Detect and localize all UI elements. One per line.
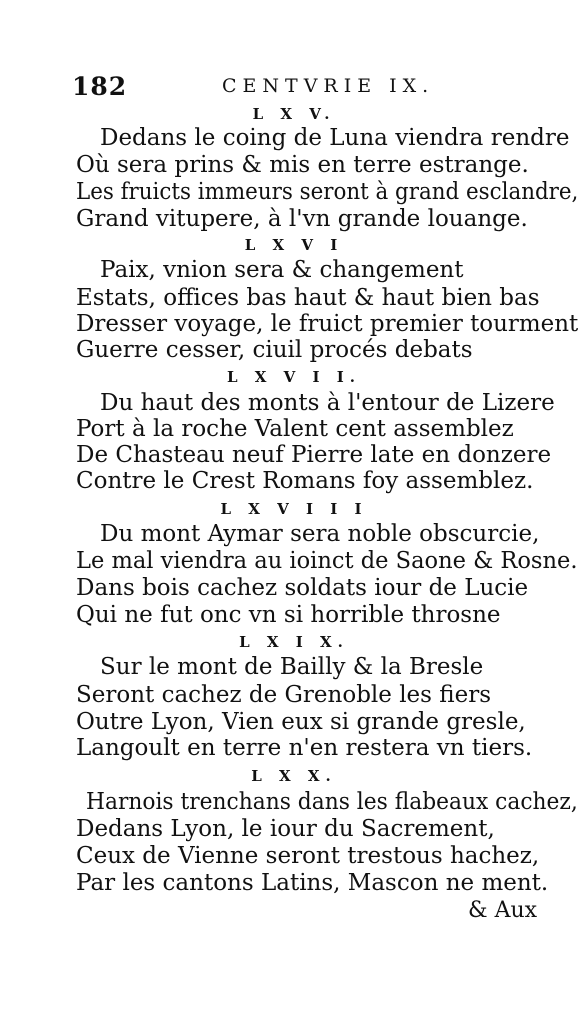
page-header-title: CENTVRIE IX.: [222, 75, 435, 97]
verse-line: Le mal viendra au ioinct de Saone & Rosne.: [76, 548, 578, 574]
verse-line: De Chasteau neuf Pierre late en donzere: [76, 442, 552, 468]
verse-line: Sur le mont de Bailly & la Bresle: [100, 654, 484, 680]
verse-line: Où sera prins & mis en terre estrange.: [76, 152, 529, 178]
verse-line: Outre Lyon, Vien eux si grande gresle,: [76, 709, 526, 735]
verse-line: Grand vitupere, à l'vn grande louange.: [76, 206, 528, 232]
verse-line: Harnois trenchans dans les flabeaux cachez,: [86, 789, 578, 815]
verse-line: Dedans le coing de Luna viendra rendre: [100, 125, 570, 151]
quatrain-heading: L X V I I I: [220, 500, 368, 518]
verse-line: Langoult en terre n'en restera vn tiers.: [76, 735, 533, 761]
catchword: & Aux: [468, 898, 538, 923]
quatrain-heading: L X V I: [244, 236, 344, 254]
verse-line: Qui ne fut onc vn si horrible throsne: [76, 602, 501, 628]
quatrain-heading: L X V.: [252, 105, 336, 123]
verse-line: Paix, vnion sera & changement: [100, 257, 464, 283]
verse-line: Estats, offices bas haut & haut bien bas: [76, 285, 540, 311]
verse-line: Contre le Crest Romans foy assemblez.: [76, 468, 534, 494]
verse-line: Ceux de Vienne seront trestous hachez,: [76, 843, 540, 869]
running-head: [72, 72, 532, 102]
verse-line: Dedans Lyon, le iour du Sacrement,: [76, 816, 495, 842]
verse-line: Du haut des monts à l'entour de Lizere: [100, 390, 555, 416]
verse-line: Du mont Aymar sera noble obscurcie,: [100, 521, 540, 547]
verse-line: Guerre cesser, ciuil procés debats: [76, 337, 473, 363]
page-number: 182: [72, 72, 128, 101]
quatrain-heading: L X V I I.: [227, 368, 361, 386]
quatrain-heading: L X I X.: [239, 633, 349, 651]
verse-line: Les fruicts immeurs seront à grand esclandre,: [76, 179, 579, 205]
quatrain-heading: L X X.: [251, 767, 337, 785]
verse-line: Par les cantons Latins, Mascon ne ment.: [76, 870, 549, 896]
verse-line: Seront cachez de Grenoble les fiers: [76, 682, 492, 708]
verse-line: Port à la roche Valent cent assemblez: [76, 416, 514, 442]
verse-line: Dans bois cachez soldats iour de Lucie: [76, 575, 529, 601]
verse-line: Dresser voyage, le fruict premier tourment: [76, 311, 579, 337]
